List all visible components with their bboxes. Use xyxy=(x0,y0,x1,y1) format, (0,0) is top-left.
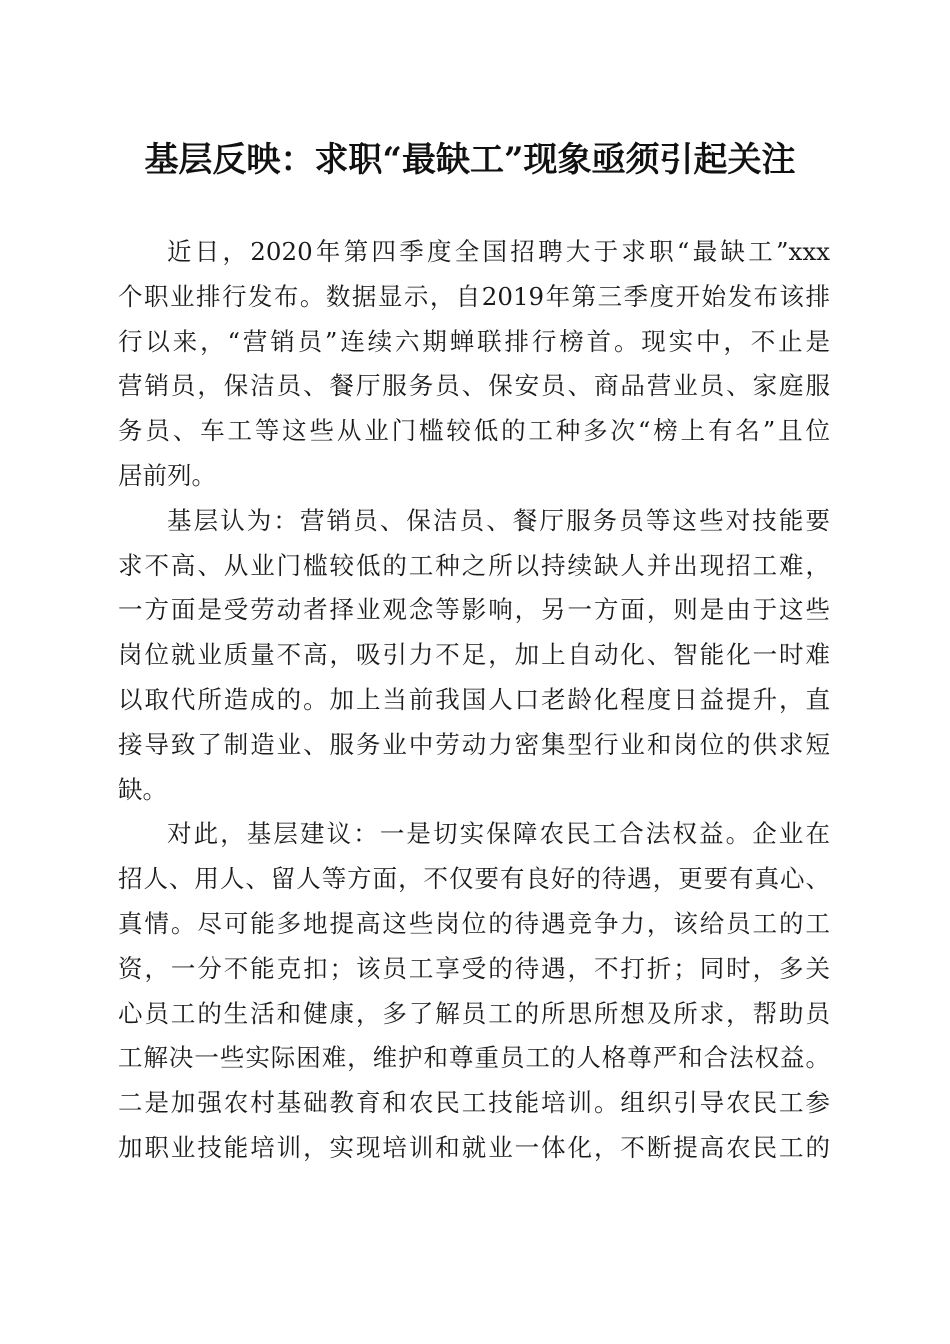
paragraph-3-line-5: 心员工的生活和健康，多了解员工的所思所想及所求，帮助员 xyxy=(118,998,830,1028)
paragraph-3-line-3: 真情。尽可能多地提高这些岗位的待遇竞争力，该给员工的工 xyxy=(118,908,830,938)
paragraph-3-line-7: 二是加强农村基础教育和农民工技能培训。组织引导农民工参 xyxy=(118,1088,830,1118)
paragraph-2-line-1: 基层认为：营销员、保洁员、餐厅服务员等这些对技能要 xyxy=(167,505,830,535)
document-body xyxy=(118,230,830,1171)
paragraph-2-line-5: 以取代所造成的。加上当前我国人口老龄化程度日益提升，直 xyxy=(118,684,830,714)
paragraph-3-line-1: 对此，基层建议：一是切实保障农民工合法权益。企业在 xyxy=(167,819,830,849)
paragraph-3-line-4: 资，一分不能克扣；该员工享受的待遇，不打折；同时，多关 xyxy=(118,953,830,983)
paragraph-2-line-7: 缺。 xyxy=(118,774,167,804)
paragraph-1-line-1: 近日，2020年第四季度全国招聘大于求职“最缺工”xxx xyxy=(167,237,830,266)
paragraph-2-line-2: 求不高、从业门槛较低的工种之所以持续缺人并出现招工难， xyxy=(118,550,830,580)
document-title: 基层反映：求职“最缺工”现象亟须引起关注 xyxy=(144,140,796,180)
paragraph-3-line-2: 招人、用人、留人等方面，不仅要有良好的待遇，更要有真心、 xyxy=(118,864,830,894)
paragraph-1-line-5: 务员、车工等这些从业门槛较低的工种多次“榜上有名”且位 xyxy=(118,416,830,446)
paragraph-1-line-2: 个职业排行发布。数据显示，自2019年第三季度开始发布该排 xyxy=(118,281,830,311)
paragraph-3-line-8: 加职业技能培训，实现培训和就业一体化，不断提高农民工的 xyxy=(118,1132,830,1162)
paragraph-2-line-3: 一方面是受劳动者择业观念等影响，另一方面，则是由于这些 xyxy=(118,595,830,625)
paragraph-1-line-4: 营销员，保洁员、餐厅服务员、保安员、商品营业员、家庭服 xyxy=(118,371,830,401)
paragraph-2-line-6: 接导致了制造业、服务业中劳动力密集型行业和岗位的供求短 xyxy=(118,729,830,759)
paragraph-1-line-3: 行以来，“营销员”连续六期蝉联排行榜首。现实中，不止是 xyxy=(118,326,830,356)
paragraph-2-line-4: 岗位就业质量不高，吸引力不足，加上自动化、智能化一时难 xyxy=(118,640,830,670)
paragraph-1-line-6: 居前列。 xyxy=(118,460,216,490)
paragraph-3-line-6: 工解决一些实际困难，维护和尊重员工的人格尊严和合法权益。 xyxy=(118,1043,830,1073)
